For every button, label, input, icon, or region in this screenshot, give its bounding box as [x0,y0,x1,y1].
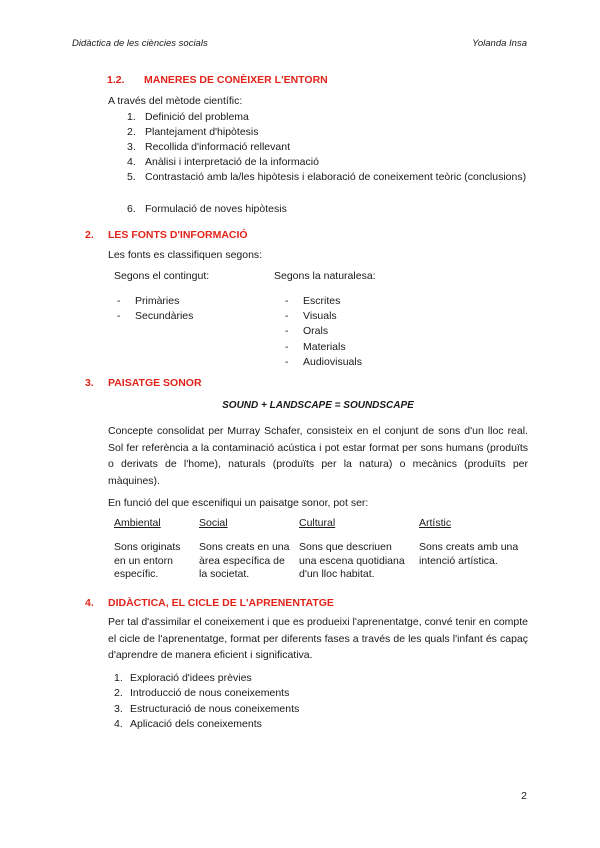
list-item: Visuals [303,310,337,322]
header-left: Didàctica de les ciències socials [72,38,208,49]
list-item: Introducció de nous coneixements [130,687,290,699]
list-item-number: 2. [114,687,123,699]
list-item: Formulació de noves hipòtesis [145,203,287,215]
list-item: Definició del problema [145,111,249,123]
list-item-number: 3. [114,703,123,715]
nature-heading: Segons la naturalesa: [274,270,376,282]
list-item: Escrites [303,295,341,307]
section-2-title: LES FONTS D'INFORMACIÓ [108,229,248,241]
list-item-number: 3. [127,141,136,153]
dash-bullet: - [285,325,289,337]
list-item: Recollida d'informació rellevant [145,141,290,153]
soundscape-formula: SOUND + LANDSCAPE = SOUNDSCAPE [222,400,414,411]
page-number: 2 [521,790,527,802]
list-item: Secundàries [135,310,194,322]
type-desc-ambiental: Sons originats en un entorn específic. [114,541,181,580]
section-4-number: 4. [85,597,94,609]
content-heading: Segons el contingut: [114,270,210,282]
list-item-number: 5. [127,171,136,183]
list-item: Aplicació dels coneixements [130,718,262,730]
section-3-paragraph: Concepte consolidat per Murray Schafer, consisteix en el conjunt de sons d'un lloc real. Sol fer referència a la contaminació acústica i pot estar format per sons humans (produïts o derivats de l'home), naturals (produïts per la natura) o mecànics (produïts per màquines). [108,425,528,487]
list-item-number: 4. [114,718,123,730]
type-heading-social: Social [199,517,228,529]
type-heading-ambiental: Ambiental [114,517,161,529]
list-item-number: 1. [127,111,136,123]
dash-bullet: - [117,310,121,322]
list-item-number: 4. [127,156,136,168]
section-1-2-number: 1.2. [107,74,125,86]
list-item-number: 1. [114,672,123,684]
section-1-2-intro: A través del mètode científic: [108,95,243,107]
section-3-number: 3. [85,377,94,389]
list-item: Audiovisuals [303,356,362,368]
list-item: Primàries [135,295,180,307]
list-item: Materials [303,341,346,353]
list-item: Contrastació amb la/les hipòtesis i elaboració de coneixement teòric (conclusions) [145,171,527,183]
type-heading-artistic: Artístic [419,517,452,529]
type-desc-artistic: Sons creats amb una intenció artística. [419,541,519,567]
list-item-number: 6. [127,203,136,215]
list-item: Estructuració de nous coneixements [130,703,300,715]
section-4-paragraph: Per tal d'assimilar el coneixement i que es produeixi l'aprenentatge, convé tenir en compte el cicle de l'aprenentatge, format per diferents fases a través de les quals l'infant és capaç d'aprendre de manera eficient i significativa. [108,616,528,661]
list-item-number: 2. [127,126,136,138]
type-desc-cultural: Sons que descriuen una escena quotidiana d'un lloc habitat. [299,541,405,580]
dash-bullet: - [285,310,289,322]
section-1-2-title: MANERES DE CONÈIXER L'ENTORN [144,74,328,86]
section-4-title: DIDÀCTICA, EL CICLE DE L'APRENENTATGE [108,597,334,609]
header-right: Yolanda Insa [472,38,527,49]
list-item: Plantejament d'hipòtesis [145,126,259,138]
section-3-types-intro: En funció del que escenifiqui un paisatge sonor, pot ser: [108,497,369,509]
section-2-intro: Les fonts es classifiquen segons: [108,249,263,261]
list-item: Anàlisi i interpretació de la informació [145,156,319,168]
dash-bullet: - [285,356,289,368]
type-heading-cultural: Cultural [299,517,336,529]
dash-bullet: - [117,295,121,307]
dash-bullet: - [285,295,289,307]
list-item: Orals [303,325,329,337]
list-item: Exploració d'idees prèvies [130,672,252,684]
section-3-title: PAISATGE SONOR [108,377,202,389]
section-2-number: 2. [85,229,94,241]
dash-bullet: - [285,341,289,353]
type-desc-social: Sons creats en una àrea específica de la societat. [199,541,290,580]
